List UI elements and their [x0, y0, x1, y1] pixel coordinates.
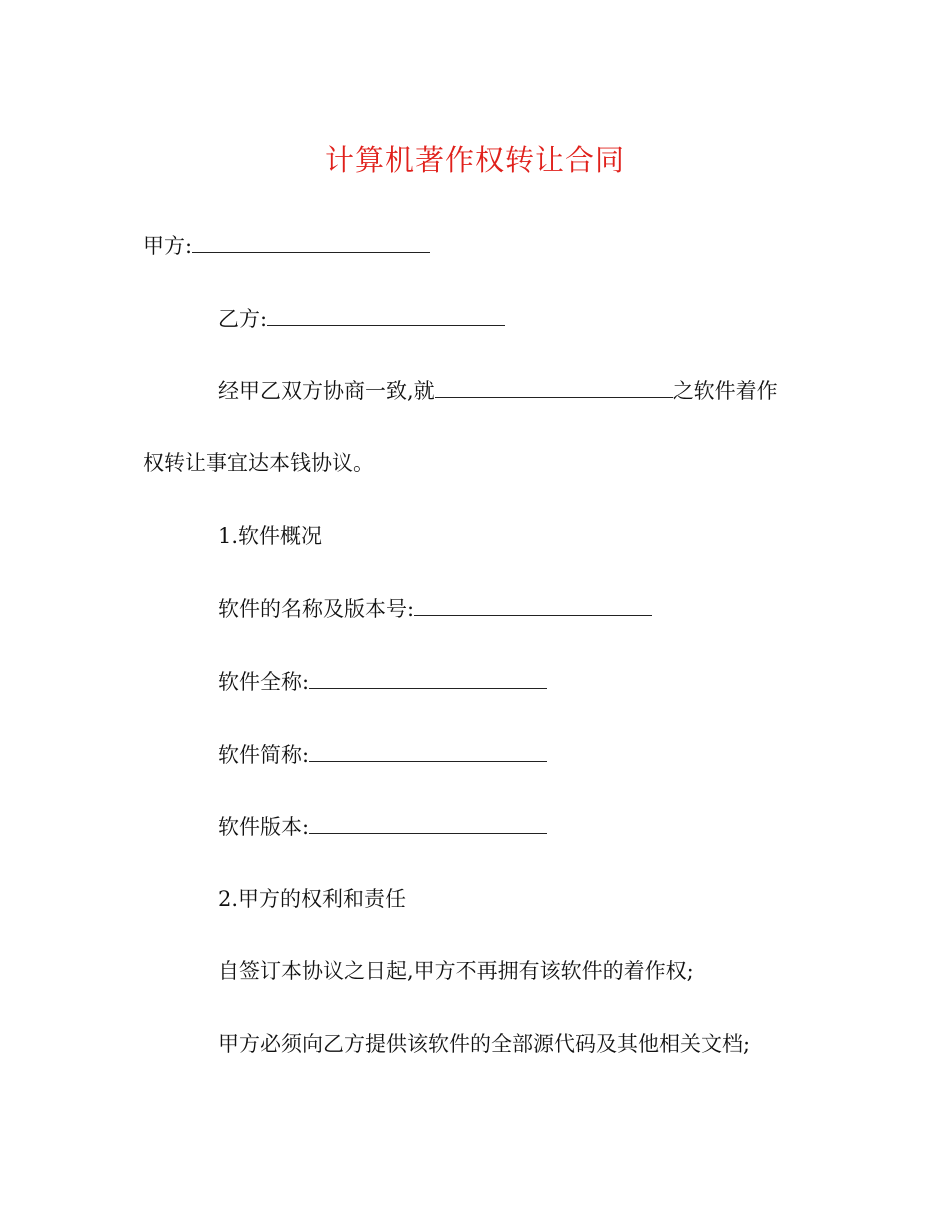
software-version-label: 软件版本: [218, 815, 310, 839]
intro-before-blank: 经甲乙双方协商一致,就 [218, 379, 435, 403]
software-short-name-blank [309, 739, 547, 762]
software-full-name-label: 软件全称: [218, 670, 310, 694]
software-name-version-label: 软件的名称及版本号: [218, 597, 415, 621]
section2-heading: 2.甲方的权利和责任 [218, 887, 407, 911]
software-version-line [218, 811, 547, 842]
software-short-name-label: 软件简称: [218, 743, 310, 767]
software-name-version-blank [414, 593, 652, 616]
party-a-line [143, 230, 430, 261]
software-full-name-line [218, 666, 547, 697]
clause-a1: 自签订本协议之日起,甲方不再拥有该软件的着作权; [218, 959, 694, 983]
document-title: 计算机著作权转让合同 [324, 143, 625, 177]
party-a-label: 甲方: [143, 234, 193, 258]
party-b-label: 乙方: [218, 307, 268, 331]
party-b-blank [267, 303, 505, 326]
party-b-line [218, 303, 505, 334]
section1-heading: 1.软件概况 [218, 524, 323, 548]
software-full-name-blank [309, 666, 547, 689]
intro-after-blank: 之软件着作 [672, 379, 778, 403]
software-short-name-line [218, 739, 547, 770]
intro-line [218, 375, 778, 406]
intro-continuation: 权转让事宜达本钱协议。 [143, 451, 374, 475]
software-name-version-line [218, 593, 652, 624]
party-a-blank [192, 230, 430, 253]
clause-a2: 甲方必须向乙方提供该软件的全部源代码及其他相关文档; [218, 1032, 751, 1056]
software-subject-blank [435, 375, 673, 398]
software-version-blank [309, 811, 547, 834]
